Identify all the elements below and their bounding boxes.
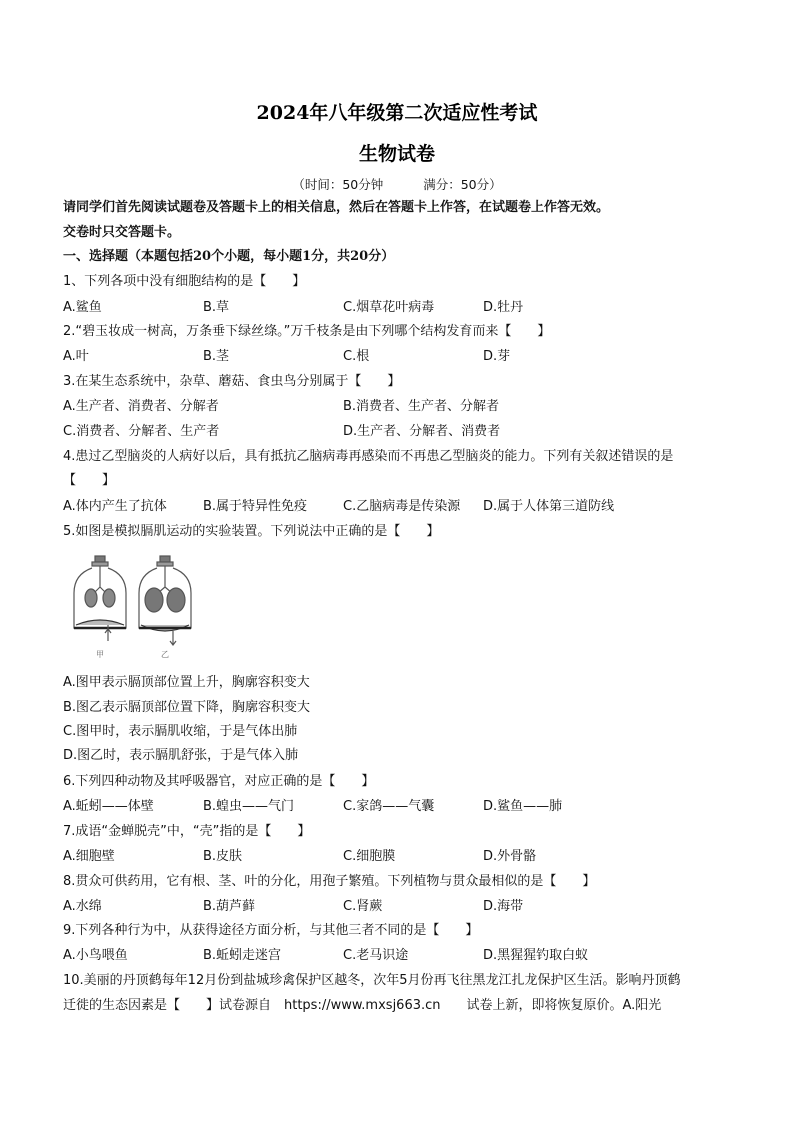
option-c: C.肾蕨 [343,899,383,914]
question-stem: 9.下列各种行为中，从获得途径方面分析，与其他三者不同的是【 】 [63,923,479,938]
option-c: C.根 [343,349,370,364]
option-a: A.生产者、消费者、分解者 [63,399,219,414]
option-a: A.细胞壁 [63,849,115,864]
question-stem-continued: 迁徙的生态因素是【 】试卷源自 https://www.mxsj663.cn 试卷上新，即将恢复原价。A.阳光 [63,998,662,1013]
option-b: B.草 [203,300,230,315]
option-d: D.芽 [483,349,511,364]
instructions-line-1: 请同学们首先阅读试题卷及答题卡上的相关信息，然后在答题卡上作答，在试题卷上作答无效。 [63,200,610,215]
question-stem: 7.成语“金蝉脱壳”中，“壳”指的是【 】 [63,824,311,839]
figure-label-b: 乙 [161,650,169,659]
option-b: B.属于特异性免疫 [203,499,308,514]
question-stem: 5.如图是模拟膈肌运动的实验装置。下列说法中正确的是【 】 [63,524,440,539]
option-d: D.图乙时，表示膈肌舒张，于是气体入肺 [63,748,299,763]
option-b: B.蚯蚓走迷宫 [203,948,282,963]
option-d: D.外骨骼 [483,849,537,864]
bell-jar-b [139,556,191,645]
option-c: C.消费者、分解者、生产者 [63,424,220,439]
option-a: A.叶 [63,349,89,364]
option-d: D.鲨鱼——肺 [483,799,563,814]
option-a: A.图甲表示膈顶部位置上升，胸廓容积变大 [63,675,310,690]
question-stem-continued: 【 】 [63,473,116,488]
option-a: A.鲨鱼 [63,300,102,315]
figure-label-a: 甲 [96,650,104,659]
option-b: B.消费者、生产者、分解者 [343,399,500,414]
bell-jar-a [74,556,126,641]
option-d: D.属于人体第三道防线 [483,499,615,514]
option-c: C.图甲时，表示膈肌收缩，于是气体出肺 [63,724,298,739]
diaphragm-model-figure [68,553,198,663]
option-c: C.老马识途 [343,948,409,963]
option-b: B.茎 [203,349,230,364]
question-stem: 8.贯众可供药用，它有根、茎、叶的分化，用孢子繁殖。下列植物与贯众最相似的是【 】 [63,874,596,889]
option-a: A.水绵 [63,899,102,914]
question-stem: 10.美丽的丹顶鹤每年12月份到盐城珍禽保护区越冬，次年5月份再飞往黑龙江扎龙保护区生活。影响丹顶鹤 [63,973,681,988]
option-c: C.烟草花叶病毒 [343,300,435,315]
option-d: D.黑猩猩钓取白蚁 [483,948,589,963]
section-heading: 一、选择题（本题包括20个小题，每小题1分，共20分） [63,249,395,264]
full-score: 满分：50分） [423,177,502,192]
option-a: A.体内产生了抗体 [63,499,167,514]
option-a: A.蚯蚓——体壁 [63,799,154,814]
instructions-line-2: 交卷时只交答题卡。 [63,225,181,240]
option-c: C.乙脑病毒是传染源 [343,499,461,514]
option-c: C.细胞膜 [343,849,396,864]
option-b: B.蝗虫——气门 [203,799,295,814]
option-d: D.海带 [483,899,524,914]
option-b: B.皮肤 [203,849,243,864]
option-d: D.牡丹 [483,300,524,315]
option-d: D.生产者、分解者、消费者 [343,424,501,439]
option-c: C.家鸽——气囊 [343,799,435,814]
question-stem: 4.患过乙型脑炎的人病好以后，具有抵抗乙脑病毒再感染而不再患乙型脑炎的能力。下列有关叙述错误的是 [63,449,674,464]
question-stem: 3.在某生态系统中，杂草、蘑菇、食虫鸟分别属于【 】 [63,374,401,389]
exam-subtitle: 生物试卷 [358,143,435,165]
option-b: B.图乙表示膈顶部位置下降，胸廓容积变大 [63,700,311,715]
question-stem: 2.“碧玉妆成一树高，万条垂下绿丝绦。”万千枝条是由下列哪个结构发育而来【 】 [63,324,551,339]
time-limit: （时间：50分钟 [292,177,384,192]
question-stem: 1、下列各项中没有细胞结构的是【 】 [63,274,306,289]
option-b: B.葫芦藓 [203,899,256,914]
exam-meta [0,175,794,193]
question-stem: 6.下列四种动物及其呼吸器官，对应正确的是【 】 [63,774,375,789]
exam-title: 2024年八年级第二次适应性考试 [256,102,538,124]
option-a: A.小鸟喂鱼 [63,948,128,963]
